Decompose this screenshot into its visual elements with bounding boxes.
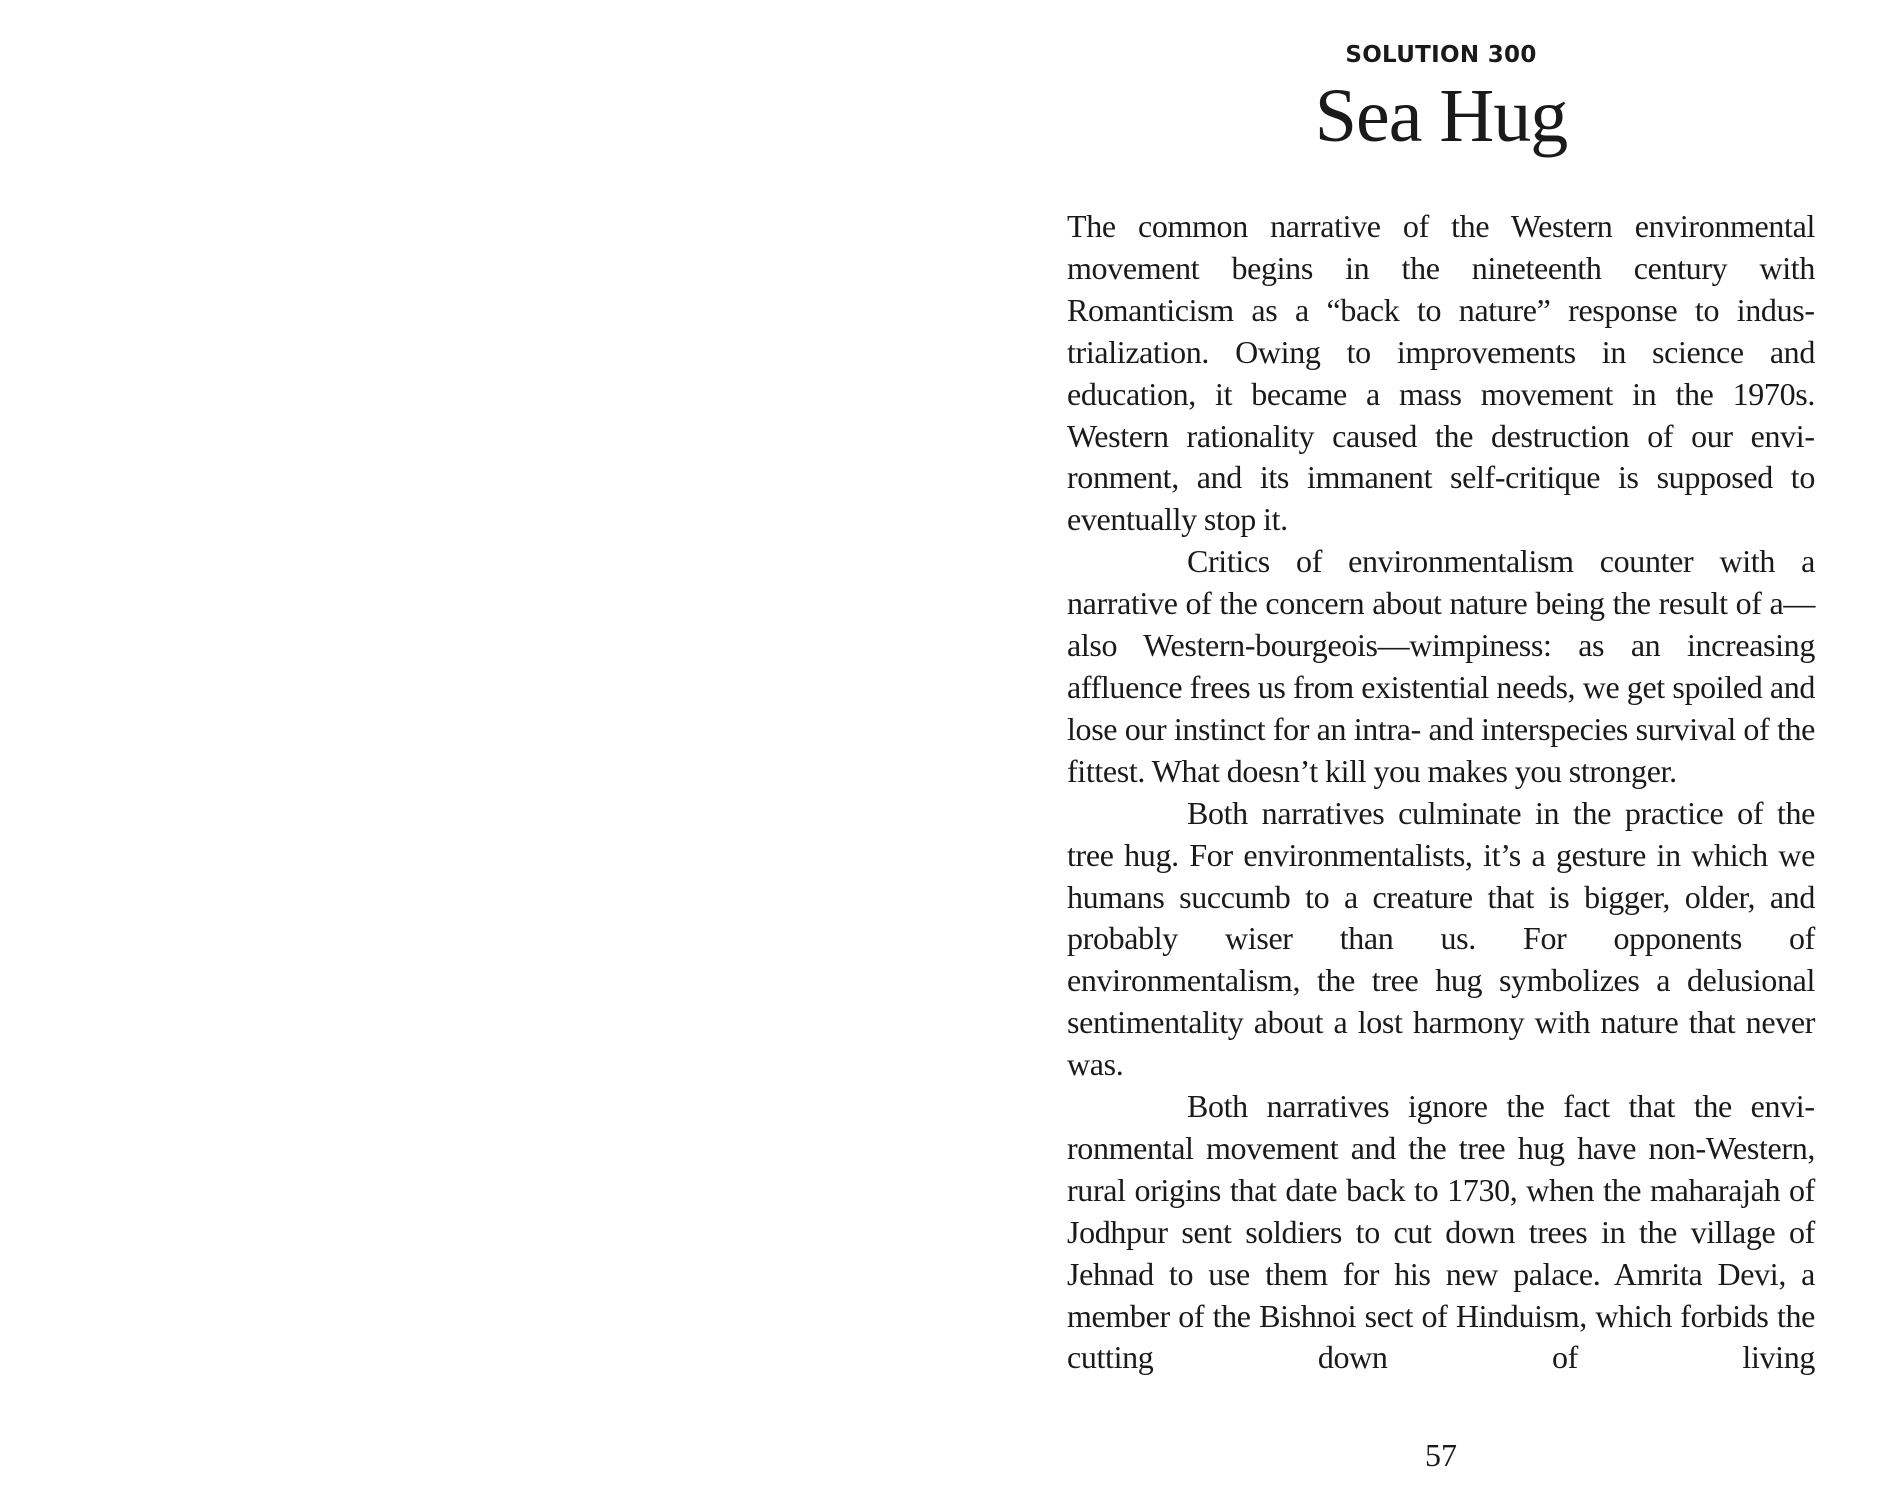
chapter-kicker: SOLUTION 300 [1345,42,1537,68]
paragraph-3: Both narratives culminate in the practice of the tree hug. For environmentalists, it’s a gesture in which we humans succumb to a creature that is bigger, older, and probably wiser than us. For opponents of environmentalism, the tree hug symbolizes a delusional sentimentality about a lost harmony with nature that never was. [1067,794,1815,1083]
page-number: 57 [1425,1437,1457,1473]
paragraph-4: Both narratives ignore the fact that the environmental movement and the tree hug have non-Western, rural origins that date back to 1730, when the maharajah of Jodhpur sent soldiers to cut down trees in the village of Jehnad to use them for his new palace. Amrita Devi, a member of the Bishnoi sect of Hinduism, which forbids the cutting down of living [1067,1088,1815,1376]
body-text [1067,206,1815,1379]
right-page [944,0,1888,1500]
paragraph-1: The common narrative of the Western environmental movement begins in the nineteenth century with Romanticism as a “back to nature” response to industrialization. Owing to improvements in science and education, it became a mass movement in the 1970s. Western rationality caused the destruction of our environment, and its immanent self-critique is supposed to eventually stop it. [1067,208,1815,538]
text-block [1067,40,1815,1379]
chapter-title: Sea Hug [1314,74,1568,158]
paragraph-2: Critics of environmentalism counter with a narrative of the concern about nature being the result of a—also Western-bourgeois—wimpiness: as an increasing affluence frees us from existential needs, we get spoiled and lose our instinct for an intra- and interspecies survival of the fittest. What doesn’t kill you makes you stronger. [1067,543,1815,789]
